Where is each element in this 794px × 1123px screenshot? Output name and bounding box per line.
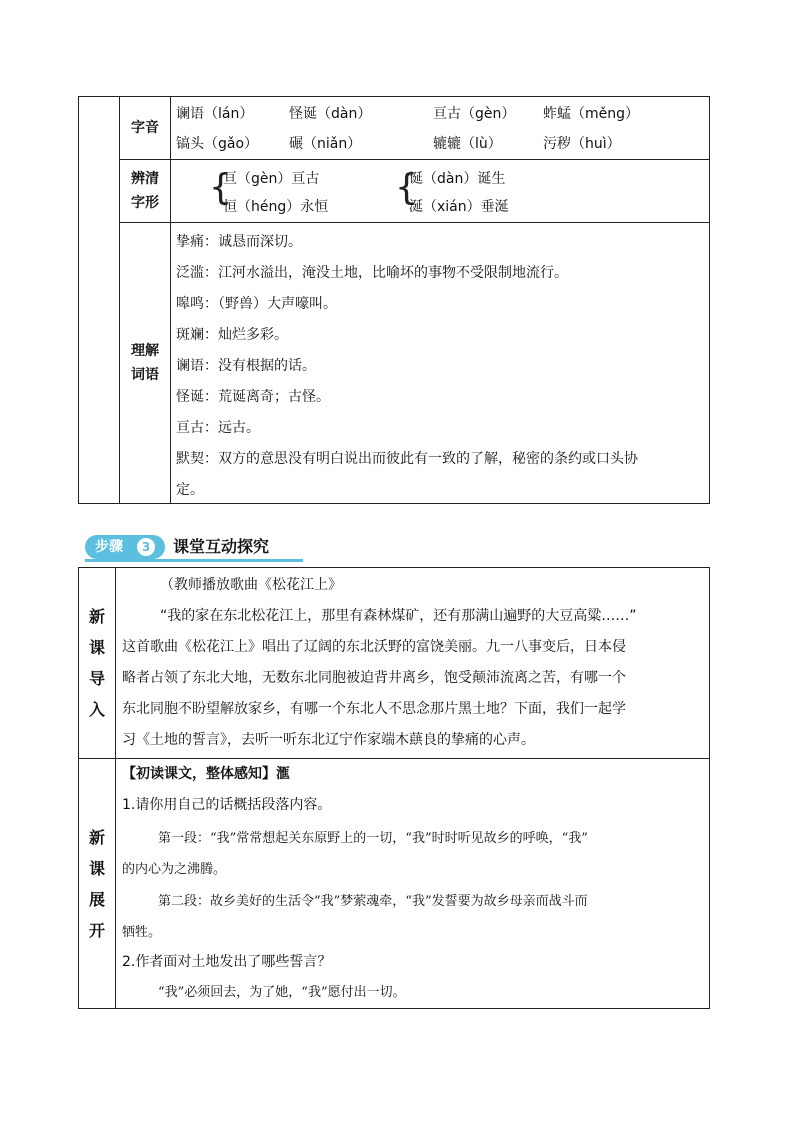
- pron-item: 谰语（lán）: [176, 106, 254, 122]
- answer-paragraph-2-line: 第二段：故乡美好的生活令“我”梦萦魂牵，“我”发誓要为故乡母亲而战斗而: [158, 894, 588, 909]
- definition-line: 泛滥：江河水溢出，淹没土地，比喻坏的事物不受限制地流行。: [176, 265, 568, 281]
- expand-label-char: 课: [88, 858, 105, 878]
- shape-item: 亘（gèn）亘古: [223, 171, 320, 187]
- intro-label-char: 课: [88, 638, 105, 657]
- shape-item: 涎（xián）垂涎: [409, 199, 509, 215]
- vocabulary-table: [78, 96, 710, 504]
- answer-paragraph-1-line: 第一段：“我”常常想起关东原野上的一切，“我”时时听见故乡的呼唤，“我”: [158, 831, 588, 846]
- definition-line: 嗥鸣：（野兽）大声嚎叫。: [176, 296, 337, 312]
- lesson-table: [78, 567, 710, 1009]
- pron-item: 污秽（huì）: [543, 136, 621, 152]
- step-title: 课堂互动探究: [173, 537, 270, 556]
- pron-item: 怪诞（dàn）: [289, 106, 372, 122]
- shape-item: 诞（dàn）诞生: [409, 171, 506, 187]
- shapes-label: [120, 160, 171, 223]
- expand-cell: [116, 759, 710, 1009]
- definition-line: 挚痛：诚恳而深切。: [176, 234, 302, 250]
- pron-item: 镐头（gǎo）: [176, 136, 259, 152]
- definition-line: 定。: [176, 482, 204, 498]
- video-icon: 滙: [276, 766, 290, 782]
- pron-item: 蚱蜢（měng）: [543, 106, 640, 122]
- pron-item: 亘古（gèn）: [433, 106, 516, 122]
- words-cell: [171, 223, 710, 504]
- question-2: 2.作者面对土地发出了哪些誓言？: [122, 954, 332, 970]
- empty-side-cell: [79, 97, 120, 504]
- pronunciation-cell: [171, 97, 710, 160]
- definition-line: 亘古：远古。: [176, 420, 260, 436]
- question-1: 1.请你用自己的话概括段落内容。: [122, 797, 332, 813]
- answer-paragraph-1-line: 的内心为之沸腾。: [122, 862, 227, 877]
- expand-label-char: 新: [88, 827, 105, 847]
- expand-label: [79, 759, 116, 1009]
- intro-line: 略者占领了东北大地，无数东北同胞被迫背井离乡，饱受颠沛流离之苦，有哪一个: [122, 670, 626, 686]
- step-number-badge: 3: [137, 538, 155, 556]
- intro-line: 东北同胞不盼望解放家乡，有哪一个东北人不思念那片黑土地？下面，我们一起学: [122, 701, 626, 717]
- step-pill: [85, 535, 165, 559]
- intro-line: （教师播放歌曲《松花江上》: [160, 577, 342, 593]
- definition-line: 怪诞：荒诞离奇；古怪。: [176, 389, 330, 405]
- shape-item: 恒（héng）永恒: [223, 199, 329, 215]
- step-pill-text: 步骤: [95, 539, 123, 555]
- intro-line: “我的家在东北松花江上，那里有森林煤矿，还有那满山遍野的大豆高粱……”: [160, 608, 637, 624]
- intro-line: 这首歌曲《松花江上》唱出了辽阔的东北沃野的富饶美丽。九一八事变后，日本侵: [122, 639, 626, 655]
- pron-item: 碾（niǎn）: [289, 136, 362, 152]
- left-brace-icon: {: [209, 167, 232, 208]
- intro-label-char: 入: [88, 700, 105, 719]
- words-label: [120, 223, 171, 504]
- pronunciation-label: 字音: [120, 97, 171, 160]
- expand-label-char: 展: [88, 889, 105, 909]
- words-label-line2: 词语: [131, 367, 159, 383]
- word-definitions: [176, 227, 706, 506]
- section-heading: [122, 763, 290, 783]
- shapes-label-line2: 字形: [131, 195, 159, 211]
- intro-label-char: 新: [88, 607, 105, 626]
- intro-label-char: 导: [88, 669, 105, 688]
- answer-paragraph-2-line: 牺牲。: [122, 925, 162, 940]
- definition-line: 谰语：没有根据的话。: [176, 358, 316, 374]
- left-brace-icon: {: [395, 167, 418, 208]
- section-heading-text: 【初读课文，整体感知】: [122, 766, 276, 782]
- answer-2: “我”必须回去，为了她，“我”愿付出一切。: [158, 985, 406, 1000]
- definition-line: 斑斓：灿烂多彩。: [176, 327, 288, 343]
- pron-item: 辘辘（lù）: [433, 136, 502, 152]
- words-label-line1: 理解: [131, 343, 159, 359]
- shapes-cell: [171, 160, 710, 223]
- step-underline: [85, 559, 303, 562]
- intro-line: 习《土地的誓言》，去听一听东北辽宁作家端木蕻良的挚痛的心声。: [122, 732, 535, 748]
- intro-cell: [116, 568, 710, 759]
- shapes-label-line1: 辨清: [131, 171, 159, 187]
- definition-line: 默契：双方的意思没有明白说出而彼此有一致的了解，秘密的条约或口头协: [176, 451, 638, 467]
- intro-label: [79, 568, 116, 759]
- expand-label-char: 开: [88, 920, 105, 940]
